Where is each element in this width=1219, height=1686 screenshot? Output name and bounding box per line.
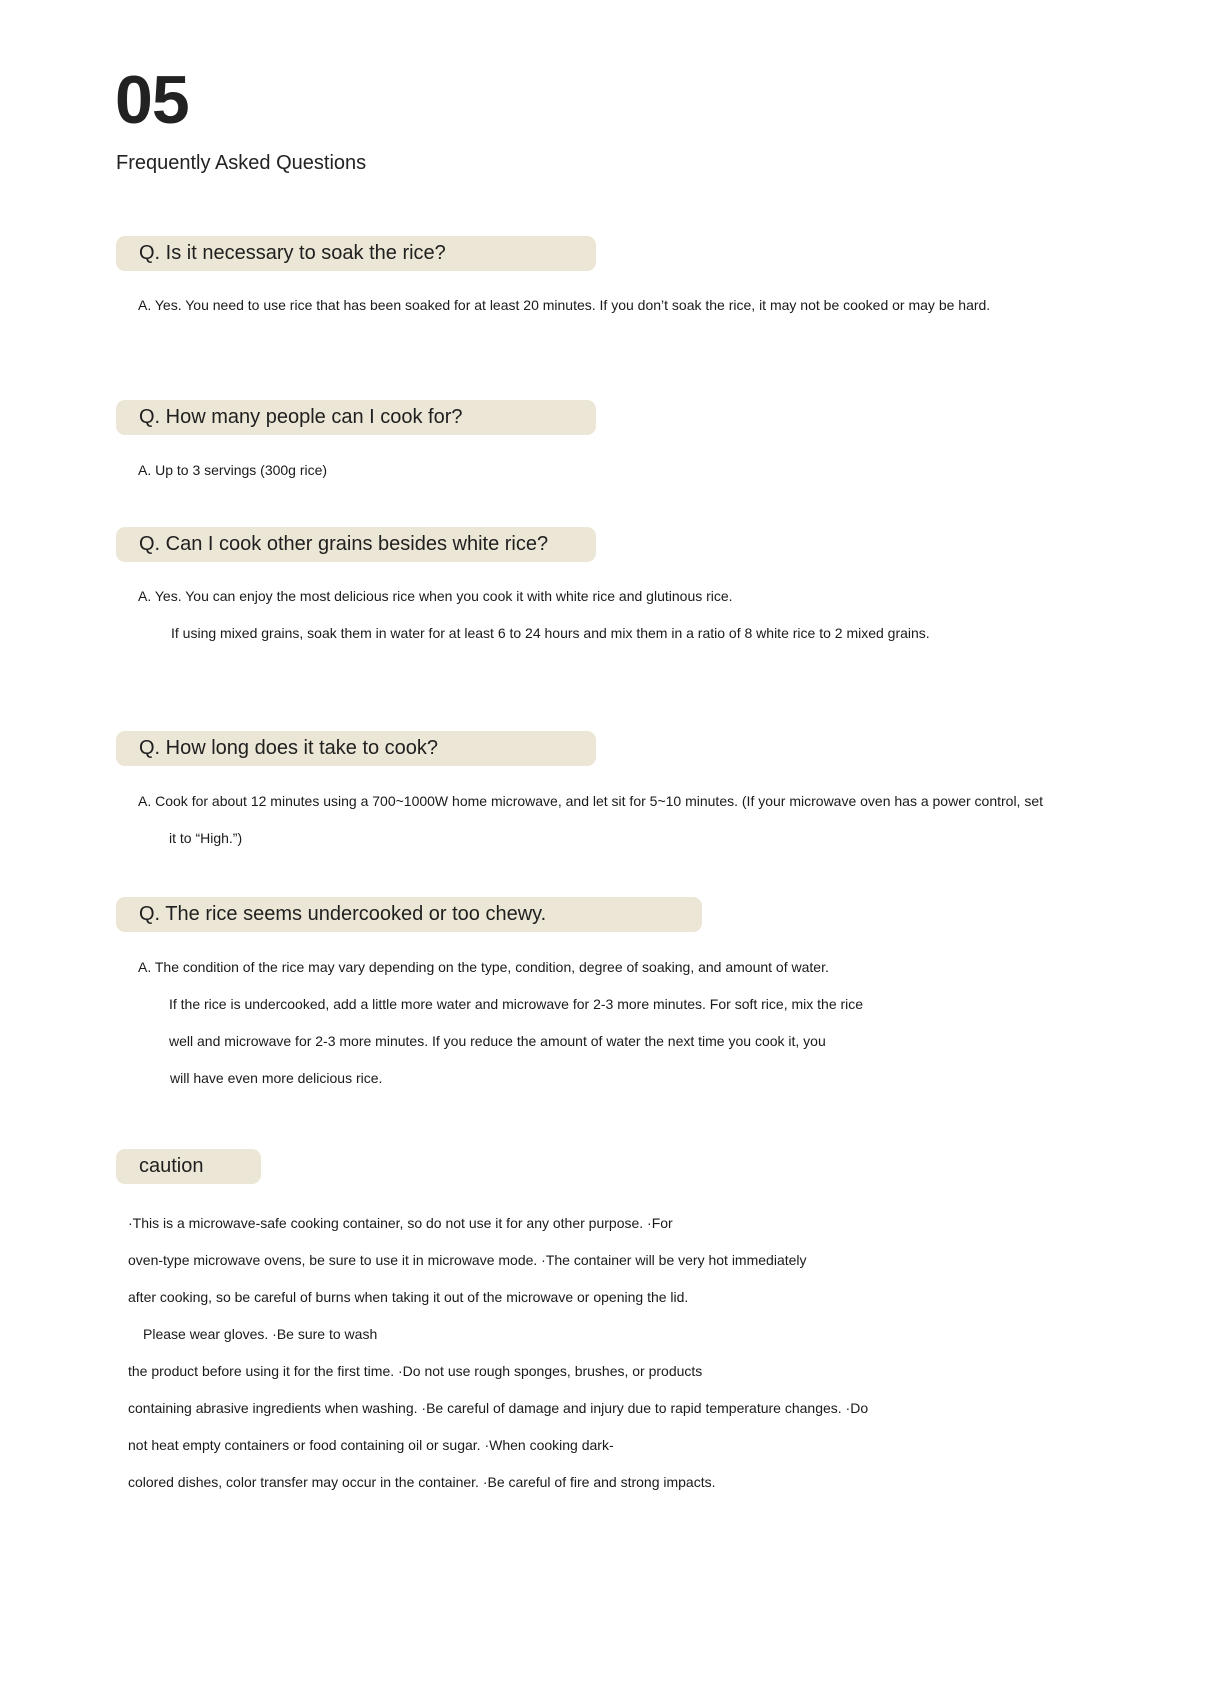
caution-line-4: Please wear gloves. ·Be sure to wash [143,1326,378,1342]
faq-answer-undercooked-line-3: well and microwave for 2-3 more minutes. If you reduce the amount of water the next time you cook it, you [169,1033,826,1049]
faq-question-undercooked: Q. The rice seems undercooked or too chewy. [116,897,702,932]
caution-heading: caution [116,1149,261,1184]
section-number: 05 [115,62,189,138]
caution-line-3: after cooking, so be careful of burns when taking it out of the microwave or opening the lid. [128,1289,689,1305]
faq-question-servings: Q. How many people can I cook for? [116,400,596,435]
faq-answer-undercooked-line-2: If the rice is undercooked, add a little more water and microwave for 2-3 more minutes. For soft rice, mix the rice [169,996,864,1012]
faq-answer-grains-line-2: If using mixed grains, soak them in water for at least 6 to 24 hours and mix them in a ratio of 8 white rice to 2 mixed grains. [171,625,930,641]
caution-line-1: ·This is a microwave-safe cooking container, so do not use it for any other purpose. ·For [128,1215,673,1231]
faq-answer-cook-time-line-1: A. Cook for about 12 minutes using a 700~1000W home microwave, and let sit for 5~10 minutes. (If your microwave oven has a power control, set [138,793,1044,809]
faq-question-soak: Q. Is it necessary to soak the rice? [116,236,596,271]
faq-question-grains: Q. Can I cook other grains besides white rice? [116,527,596,562]
faq-answer-undercooked-line-1: A. The condition of the rice may vary depending on the type, condition, degree of soaking, and amount of water. [138,959,829,975]
faq-answer-soak-line-1: A. Yes. You need to use rice that has been soaked for at least 20 minutes. If you don’t soak the rice, it may not be cooked or may be hard. [138,297,991,313]
caution-line-7: not heat empty containers or food containing oil or sugar. ·When cooking dark- [128,1437,614,1453]
caution-line-5: the product before using it for the first time. ·Do not use rough sponges, brushes, or products [128,1363,703,1379]
faq-answer-undercooked-line-4: will have even more delicious rice. [170,1070,383,1086]
faq-answer-grains-line-1: A. Yes. You can enjoy the most delicious rice when you cook it with white rice and glutinous rice. [138,588,733,604]
caution-line-2: oven-type microwave ovens, be sure to use it in microwave mode. ·The container will be very hot immediately [128,1252,807,1268]
caution-line-8: colored dishes, color transfer may occur in the container. ·Be careful of fire and strong impacts. [128,1474,716,1490]
section-title: Frequently Asked Questions [116,152,367,174]
faq-answer-servings-line-1: A. Up to 3 servings (300g rice) [138,462,328,478]
faq-answer-cook-time-line-2: it to “High.”) [169,830,243,846]
faq-question-cook-time: Q. How long does it take to cook? [116,731,596,766]
caution-line-6: containing abrasive ingredients when washing. ·Be careful of damage and injury due to rapid temperature changes. ·Do [128,1400,869,1416]
